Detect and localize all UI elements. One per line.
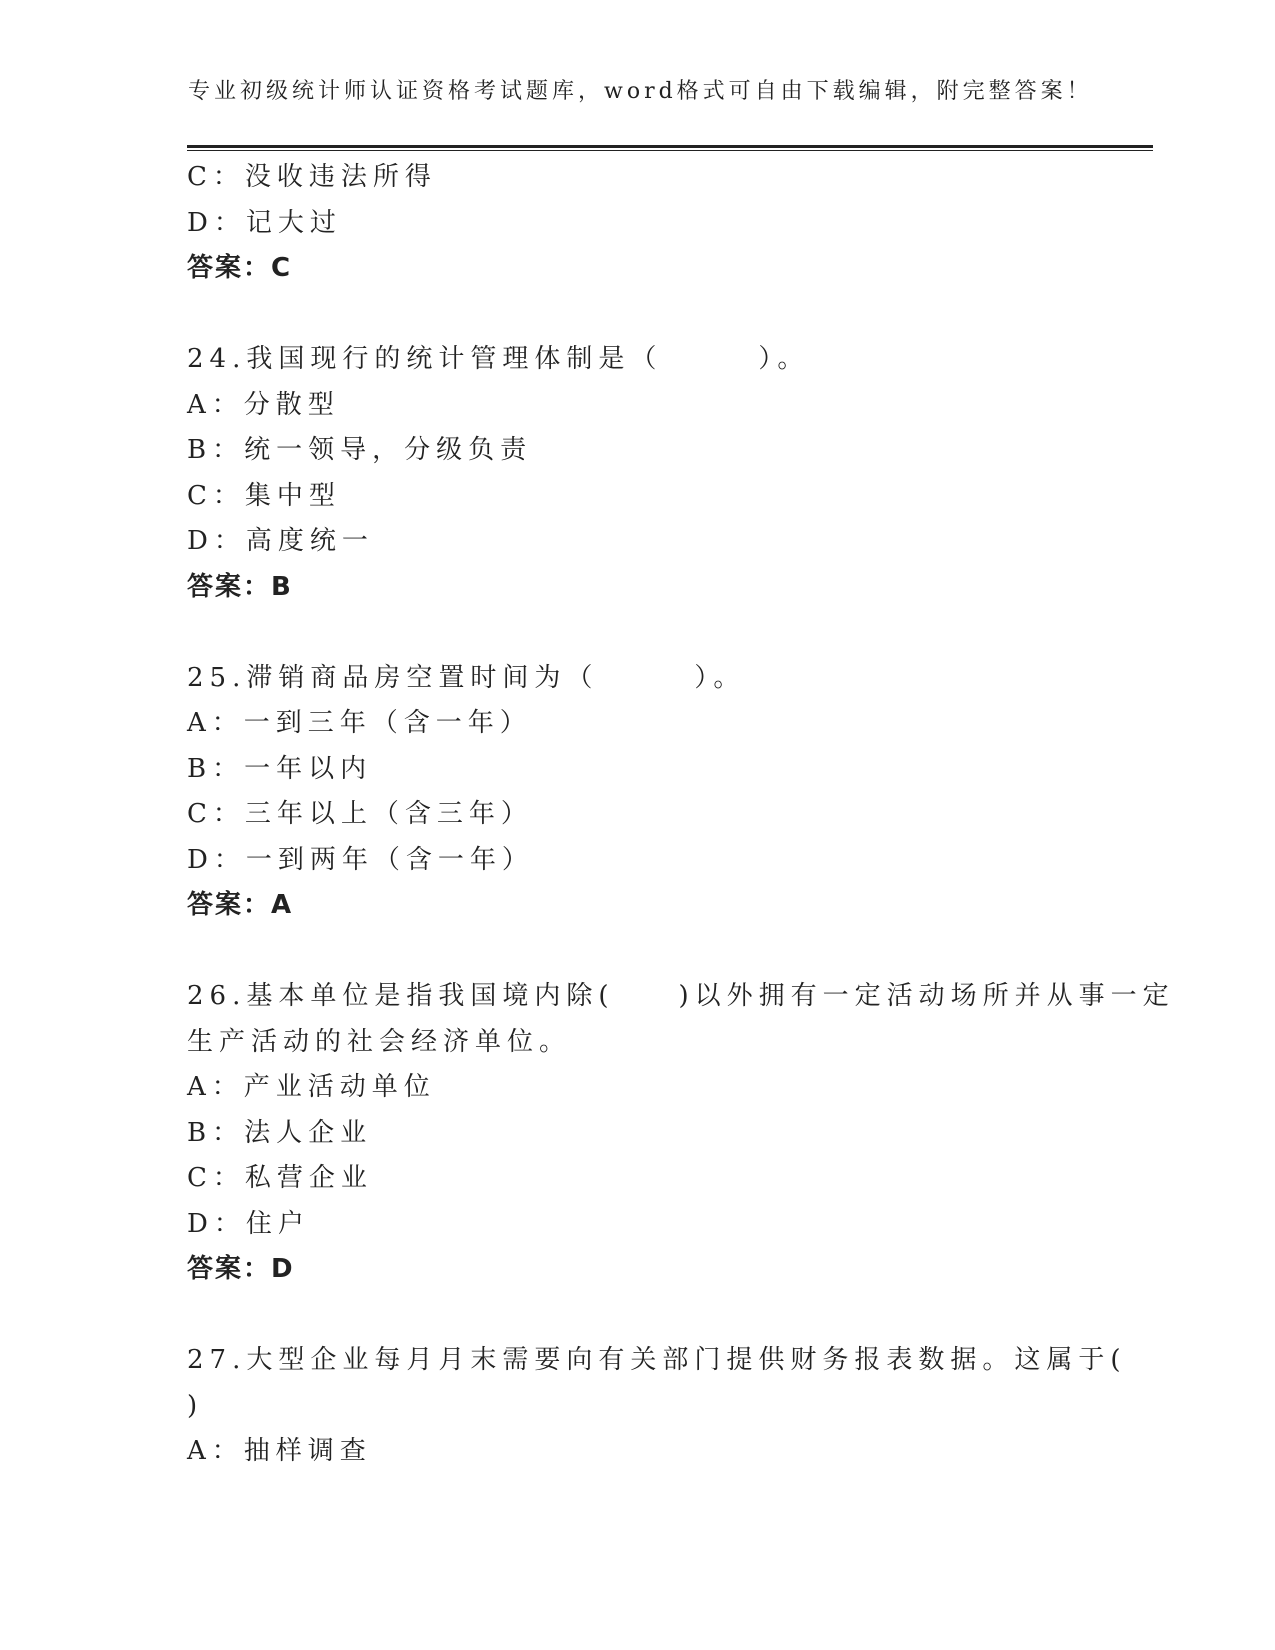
question-24 [187, 337, 1107, 610]
question-text: 26.基本单位是指我国境内除( )以外拥有一定活动场所并从事一定 [187, 981, 1175, 1011]
spacer [187, 610, 1107, 656]
page-header: 专业初级统计师认证资格考试题库，word格式可自由下载编辑，附完整答案！ [188, 79, 1093, 104]
option-a: A：分散型 [187, 389, 340, 420]
option-a: A：一到三年（含一年） [187, 708, 532, 738]
option-d: D：记大过 [187, 207, 342, 238]
spacer [187, 1293, 1107, 1339]
question-27 [187, 1338, 1127, 1475]
question-text: 25.滞销商品房空置时间为（ ）。 [187, 662, 746, 693]
option-a: A：产业活动单位 [187, 1072, 436, 1102]
answer-line: 答案：B [187, 571, 293, 602]
answer-line: 答案：A [187, 890, 294, 920]
question-text: 27.大型企业每月月末需要向有关部门提供财务报表数据。这属于( [187, 1345, 1127, 1375]
option-b: B：一年以内 [187, 753, 373, 784]
question-list [187, 155, 1175, 1475]
option-d: D：一到两年（含一年） [187, 844, 534, 875]
option-b: B：法人企业 [187, 1117, 373, 1148]
answer-line: 答案：D [187, 1254, 295, 1284]
option-c: C：没收违法所得 [187, 162, 437, 192]
header-rule-thick [187, 145, 1153, 148]
option-a: A：抽样调查 [187, 1436, 372, 1466]
spacer [187, 292, 1107, 338]
question-text: 24.我国现行的统计管理体制是（ ）。 [187, 344, 810, 374]
question-text-continued: ) [187, 1390, 204, 1421]
answer-line: 答案：C [187, 253, 293, 283]
spacer [187, 929, 1107, 975]
option-b: B：统一领导，分级负责 [187, 435, 533, 465]
option-c: C：集中型 [187, 480, 341, 511]
question-25 [187, 656, 1107, 929]
question-26 [187, 974, 1175, 1293]
previous-question-tail [187, 155, 1107, 292]
option-c: C：三年以上（含三年） [187, 799, 533, 829]
option-d: D：住户 [187, 1208, 310, 1239]
option-d: D：高度统一 [187, 526, 374, 556]
question-text-continued: 生产活动的社会经济单位。 [187, 1026, 572, 1057]
header-rule-thin [187, 150, 1153, 151]
option-c: C：私营企业 [187, 1163, 373, 1193]
